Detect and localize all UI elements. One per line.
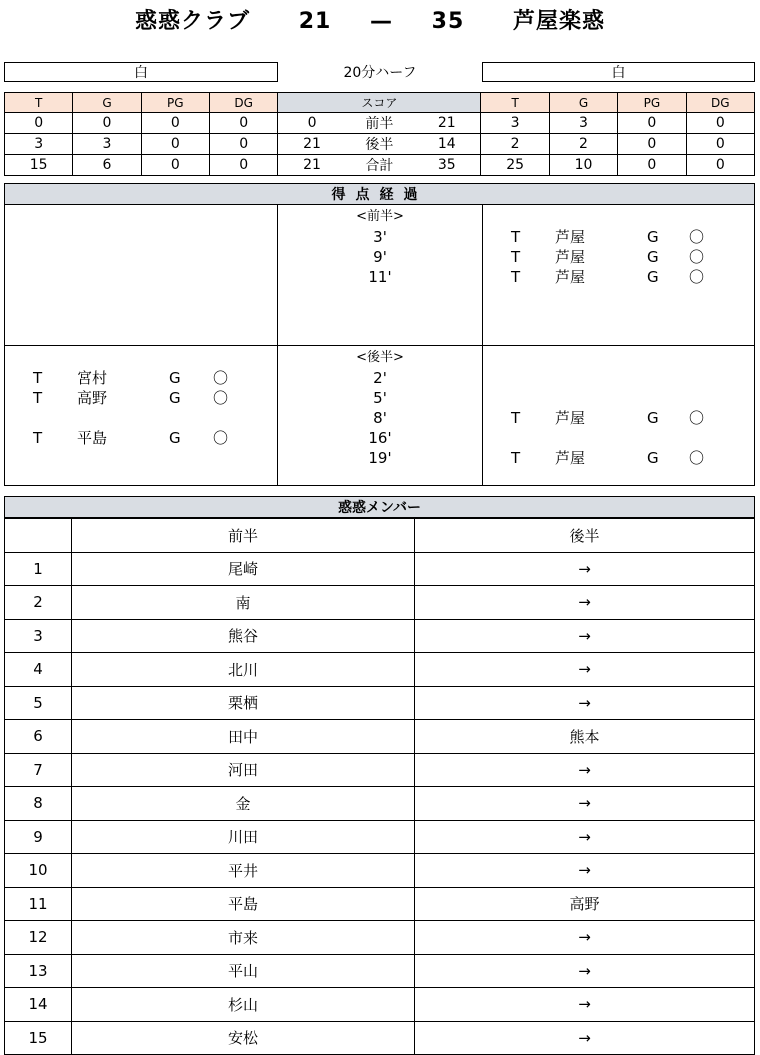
- header-home-g: G: [73, 93, 141, 113]
- home-total-score: 21: [278, 155, 346, 176]
- event-player: 芦屋: [555, 248, 586, 266]
- stat-cell: 3: [5, 134, 73, 155]
- stat-cell: 2: [549, 134, 617, 155]
- member-second-half: →: [415, 854, 755, 888]
- event-goal: G: [169, 369, 181, 387]
- event-goal: G: [647, 228, 659, 246]
- event-time: 9': [373, 248, 387, 266]
- event-time: 5': [373, 389, 387, 407]
- first-half-time-box: [277, 205, 483, 346]
- member-first-half: 平井: [72, 854, 415, 888]
- member-row: [5, 720, 755, 754]
- member-first-half: 北川: [72, 653, 415, 687]
- member-second-half: →: [415, 921, 755, 955]
- stat-cell: 2: [481, 134, 549, 155]
- event-time: 16': [368, 429, 392, 447]
- members-table: [4, 518, 755, 1055]
- event-type: T: [511, 268, 521, 286]
- member-row: [5, 552, 755, 586]
- event-type: T: [511, 228, 521, 246]
- event-player: 平島: [77, 429, 108, 447]
- member-second-half: →: [415, 820, 755, 854]
- goal-success-icon: 〇: [213, 389, 229, 407]
- member-first-half: 杉山: [72, 988, 415, 1022]
- total-label: 合計: [346, 155, 413, 176]
- member-row: [5, 753, 755, 787]
- member-row: [5, 1021, 755, 1055]
- stats-row-total: [5, 155, 755, 176]
- member-number: 10: [5, 854, 72, 888]
- member-first-half: 安松: [72, 1021, 415, 1055]
- stat-cell: 0: [686, 113, 754, 134]
- goal-success-icon: 〇: [689, 268, 705, 286]
- stat-cell: 3: [481, 113, 549, 134]
- member-row: [5, 854, 755, 888]
- event-player: 宮村: [77, 369, 108, 387]
- member-number: 1: [5, 552, 72, 586]
- event-time: 3': [373, 228, 387, 246]
- away-half-score: 21: [413, 113, 481, 134]
- second-half-time-box: [277, 345, 483, 486]
- member-first-half: 栗栖: [72, 686, 415, 720]
- member-row: [5, 954, 755, 988]
- stat-cell: 0: [618, 113, 686, 134]
- header-home-dg: DG: [210, 93, 278, 113]
- event-goal: G: [169, 429, 181, 447]
- member-second-half: 高野: [415, 887, 755, 921]
- header-away-g: G: [549, 93, 617, 113]
- stat-cell: 0: [210, 155, 278, 176]
- number-column-header: [5, 519, 72, 553]
- event-player: 芦屋: [555, 228, 586, 246]
- goal-success-icon: 〇: [689, 228, 705, 246]
- second-half-label: <後半>: [356, 350, 404, 365]
- half-label: 前半: [346, 113, 413, 134]
- member-number: 4: [5, 653, 72, 687]
- home-jersey: 白: [4, 62, 278, 82]
- event-goal: G: [647, 268, 659, 286]
- member-number: 8: [5, 787, 72, 821]
- member-row: [5, 653, 755, 687]
- event-goal: G: [647, 248, 659, 266]
- member-number: 9: [5, 820, 72, 854]
- stat-cell: 0: [618, 155, 686, 176]
- member-number: 13: [5, 954, 72, 988]
- member-first-half: 河田: [72, 753, 415, 787]
- member-second-half: →: [415, 653, 755, 687]
- stat-cell: 10: [549, 155, 617, 176]
- goal-success-icon: 〇: [213, 429, 229, 447]
- event-player: 芦屋: [555, 409, 586, 427]
- event-type: T: [511, 248, 521, 266]
- stat-cell: 0: [618, 134, 686, 155]
- stat-cell: 0: [73, 113, 141, 134]
- member-second-half: →: [415, 552, 755, 586]
- event-player: 高野: [77, 389, 108, 407]
- stat-cell: 15: [5, 155, 73, 176]
- stat-cell: 0: [5, 113, 73, 134]
- member-row: [5, 686, 755, 720]
- goal-success-icon: 〇: [213, 369, 229, 387]
- score-stats-table: [4, 92, 755, 176]
- member-first-half: 尾崎: [72, 552, 415, 586]
- goal-success-icon: 〇: [689, 409, 705, 427]
- goal-success-icon: 〇: [689, 449, 705, 467]
- member-second-half: →: [415, 954, 755, 988]
- member-second-half: →: [415, 787, 755, 821]
- member-number: 15: [5, 1021, 72, 1055]
- member-first-half: 田中: [72, 720, 415, 754]
- member-second-half: →: [415, 686, 755, 720]
- first-half-label: <前半>: [356, 209, 404, 224]
- stat-cell: 0: [141, 134, 209, 155]
- first-half-column-header: 前半: [72, 519, 415, 553]
- member-number: 2: [5, 586, 72, 620]
- event-player: 芦屋: [555, 268, 586, 286]
- event-type: T: [33, 429, 43, 447]
- header-away-t: T: [481, 93, 549, 113]
- away-total-score: 35: [413, 155, 481, 176]
- member-second-half: →: [415, 988, 755, 1022]
- stat-cell: 25: [481, 155, 549, 176]
- header-score: スコア: [278, 93, 481, 113]
- second-half-column-header: 後半: [415, 519, 755, 553]
- member-number: 11: [5, 887, 72, 921]
- stat-cell: 0: [686, 134, 754, 155]
- member-first-half: 市来: [72, 921, 415, 955]
- member-second-half: 熊本: [415, 720, 755, 754]
- member-first-half: 川田: [72, 820, 415, 854]
- away-jersey: 白: [482, 62, 755, 82]
- stat-cell: 0: [141, 113, 209, 134]
- member-first-half: 平山: [72, 954, 415, 988]
- goal-success-icon: 〇: [689, 248, 705, 266]
- stat-cell: 0: [686, 155, 754, 176]
- match-title: [0, 2, 740, 42]
- member-row: [5, 988, 755, 1022]
- away-score: 35: [431, 9, 465, 34]
- home-team-name: 惑惑クラブ: [135, 9, 251, 34]
- event-goal: G: [647, 409, 659, 427]
- half-label: 後半: [346, 134, 413, 155]
- member-row: [5, 619, 755, 653]
- member-second-half: →: [415, 619, 755, 653]
- members-header: 惑惑メンバー: [4, 496, 755, 518]
- member-number: 14: [5, 988, 72, 1022]
- member-row: [5, 787, 755, 821]
- member-first-half: 金: [72, 787, 415, 821]
- stats-row-second-half: [5, 134, 755, 155]
- second-half-home-box: [4, 345, 278, 486]
- home-half-score: 0: [278, 113, 346, 134]
- member-row: [5, 820, 755, 854]
- away-team-name: 芦屋楽惑: [512, 9, 605, 34]
- member-number: 3: [5, 619, 72, 653]
- stat-cell: 6: [73, 155, 141, 176]
- event-time: 11': [368, 268, 392, 286]
- first-half-away-box: [482, 205, 755, 346]
- home-score: 21: [298, 9, 332, 34]
- member-second-half: →: [415, 586, 755, 620]
- event-time: 8': [373, 409, 387, 427]
- member-first-half: 熊谷: [72, 619, 415, 653]
- member-first-half: 平島: [72, 887, 415, 921]
- member-row: [5, 586, 755, 620]
- member-first-half: 南: [72, 586, 415, 620]
- header-away-dg: DG: [686, 93, 754, 113]
- event-time: 19': [368, 449, 392, 467]
- member-second-half: →: [415, 1021, 755, 1055]
- stat-cell: 3: [73, 134, 141, 155]
- event-type: T: [511, 409, 521, 427]
- stat-cell: 0: [210, 113, 278, 134]
- member-number: 5: [5, 686, 72, 720]
- stat-cell: 3: [549, 113, 617, 134]
- header-away-pg: PG: [618, 93, 686, 113]
- stats-row-first-half: [5, 113, 755, 134]
- event-type: T: [33, 389, 43, 407]
- second-half-away-box: [482, 345, 755, 486]
- header-home-t: T: [5, 93, 73, 113]
- event-goal: G: [647, 449, 659, 467]
- home-half-score: 21: [278, 134, 346, 155]
- stat-cell: 0: [210, 134, 278, 155]
- member-number: 7: [5, 753, 72, 787]
- stat-cell: 0: [141, 155, 209, 176]
- member-number: 12: [5, 921, 72, 955]
- event-time: 2': [373, 369, 387, 387]
- member-second-half: →: [415, 753, 755, 787]
- scoring-progress-header: 得点経過: [4, 183, 755, 205]
- first-half-home-box: [4, 205, 278, 346]
- event-goal: G: [169, 389, 181, 407]
- members-header-row: [5, 519, 755, 553]
- member-row: [5, 887, 755, 921]
- member-row: [5, 921, 755, 955]
- event-type: T: [511, 449, 521, 467]
- score-dash: —: [370, 9, 393, 34]
- event-player: 芦屋: [555, 449, 586, 467]
- match-format: 20分ハーフ: [343, 65, 417, 81]
- event-type: T: [33, 369, 43, 387]
- member-number: 6: [5, 720, 72, 754]
- header-home-pg: PG: [141, 93, 209, 113]
- away-half-score: 14: [413, 134, 481, 155]
